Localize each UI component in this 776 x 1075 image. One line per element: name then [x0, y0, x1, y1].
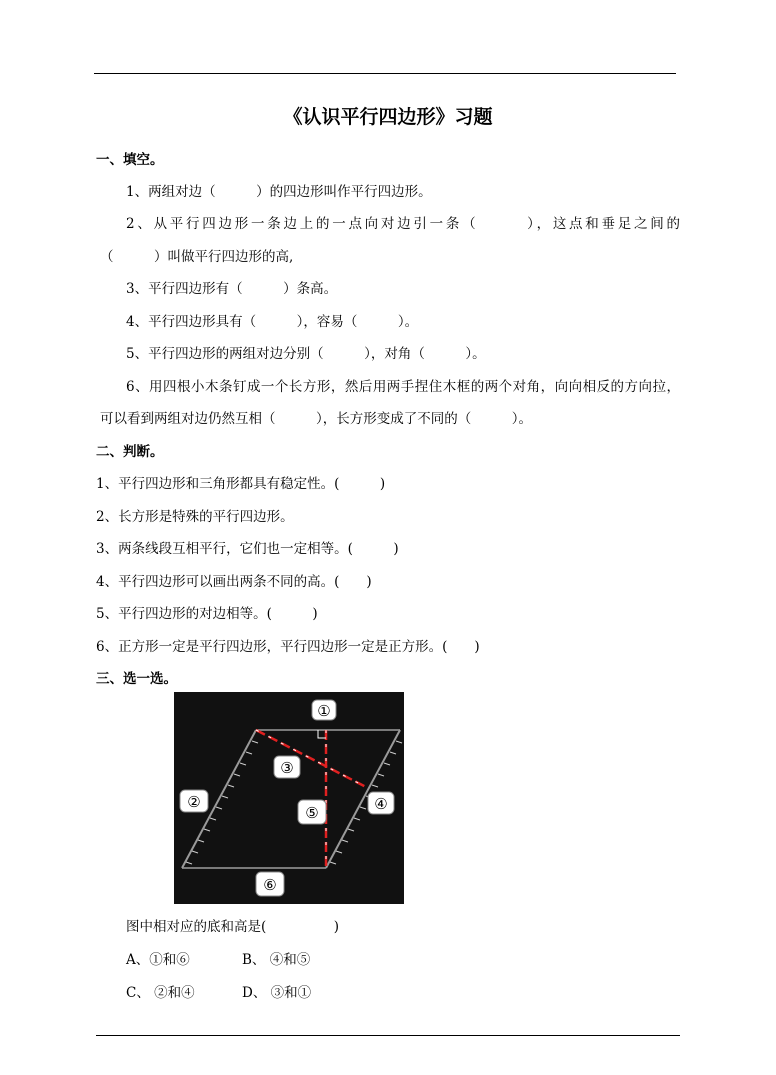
fill-question-3: 3、平行四边形有（ ）条高。 — [126, 281, 338, 297]
fill-question-4: 4、平行四边形具有（ ），容易（ ）。 — [126, 314, 419, 330]
section-choice-heading: 三、选一选。 — [96, 671, 177, 687]
fill-question-6-line-1: 6、用四根小木条钉成一个长方形，然后用两手捏住木框的两个对角，向向相反的方向拉， — [126, 379, 680, 395]
fill-question-1: 1、两组对边（ ）的四边形叫作平行四边形。 — [126, 184, 432, 200]
judge-item-4: 4、平行四边形可以画出两条不同的高。( ) — [96, 574, 372, 590]
figure-label-2: ② — [187, 793, 201, 811]
choice-option-d: D、 ③和① — [242, 985, 312, 1001]
fill-question-5: 5、平行四边形的两组对边分别（ ），对角（ ）。 — [126, 346, 486, 362]
section-fill-blank-heading: 一、填空。 — [96, 152, 164, 168]
fill-question-2-line-1: 2、从平行四边形一条边上的一点向对边引一条（ ），这点和垂足之间的 — [126, 216, 680, 232]
choice-option-c: C、 ②和④ — [126, 985, 195, 1001]
fill-question-2-line-2: （ ）叫做平行四边形的高, — [100, 249, 294, 265]
slanted-height — [256, 730, 366, 787]
fill-question-6-line-2: 可以看到两组对边仍然互相（ ），长方形变成了不同的（ ）。 — [100, 411, 532, 427]
figure-label-5: ⑤ — [305, 804, 319, 822]
judge-item-2: 2、长方形是特殊的平行四边形。 — [96, 509, 294, 525]
judge-item-1: 1、平行四边形和三角形都具有稳定性。( ) — [96, 476, 386, 492]
choice-option-a: A、①和⑥ — [126, 952, 190, 968]
choice-option-b: B、 ④和⑤ — [242, 952, 311, 968]
parallelogram-figure — [174, 692, 404, 904]
figure-label-3: ③ — [280, 759, 294, 777]
figure-label-6: ⑥ — [263, 876, 277, 894]
judge-item-3: 3、两条线段互相平行，它们也一定相等。( ) — [96, 541, 399, 557]
figure-label-1: ① — [317, 702, 331, 720]
choice-question: 图中相对应的底和高是( ) — [126, 919, 340, 935]
figure-label-4: ④ — [374, 795, 388, 813]
section-judge-heading: 二、判断。 — [96, 444, 164, 460]
judge-item-5: 5、平行四边形的对边相等。( ) — [96, 606, 318, 622]
header-rule — [94, 73, 676, 74]
judge-item-6: 6、正方形一定是平行四边形，平行四边形一定是正方形。( ) — [96, 639, 480, 655]
footer-rule — [96, 1035, 680, 1036]
page-title: 《认识平行四边形》习题 — [283, 106, 493, 128]
